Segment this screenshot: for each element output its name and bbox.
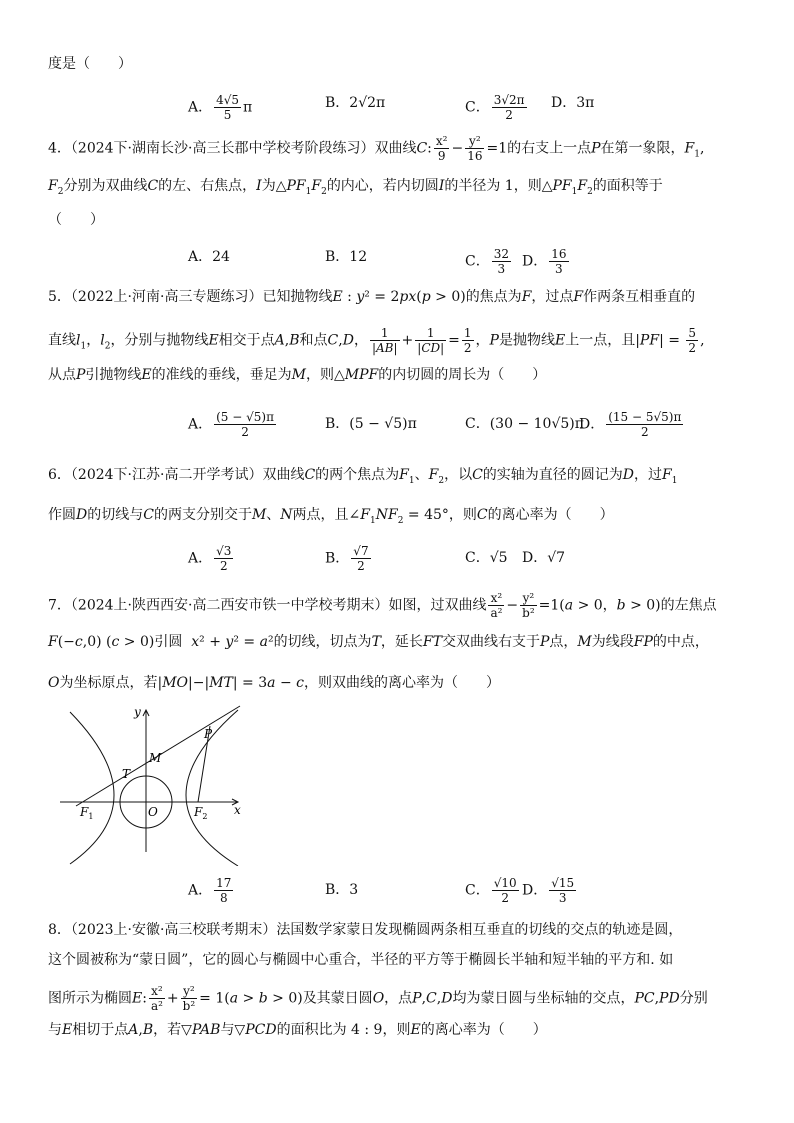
- option-c: C． $\frac{3√2\pi}{2}$: [465, 93, 525, 122]
- label-x: x: [234, 803, 241, 817]
- question-5-line-1: 5．（2022上·河南·高三专题练习）已知抛物线E : y² = 2px(p > 0)的焦点为F，过点F作两条互相垂直的: [48, 289, 696, 305]
- question-4-line-2: $F_2$分别为双曲线C的左、右焦点，I为$\triangle PF_1F_2$的内心，若内切圆I的半径为 1，则$\triangle PF_1F_2$的面积等于: [48, 178, 663, 197]
- option-d: D． $\frac{(15 - 5√5)\pi}{2}$: [579, 410, 682, 439]
- question-8-line-3: 图所示为椭圆E: $\frac{\text{x²}}{\text{a²}}$ + $\frac{\text{y²}}{\text{b²}}$ = 1(a > b > 0)及其蒙日圆O，点P,C,D均为蒙日圆与坐标轴的交点，PC,PD分别: [48, 984, 708, 1013]
- label-y: y: [134, 705, 141, 719]
- label-f1: $F_1$: [80, 805, 94, 821]
- hyperbola-left-branch: [70, 712, 114, 864]
- option-b: B．(5 − √5)π: [325, 416, 417, 432]
- option-d: D． $\frac{16}{3}$: [522, 247, 567, 276]
- option-d: D． $\frac{√15}{3}$: [522, 876, 575, 905]
- question-6-line-2: 作圆D的切线与C的两支分别交于M、N两点，且$\angle F_1NF_2 = 45^\circ$，则C的离心率为（ ）: [48, 507, 614, 526]
- question-4-line-3: （ ）: [48, 212, 104, 228]
- question-6-options: [188, 538, 608, 578]
- label-t: T: [122, 767, 131, 781]
- option-c: C．(30 − 10√5)π: [465, 416, 584, 432]
- option-c: C．√5: [465, 550, 508, 566]
- option-b: B．2√2π: [325, 95, 386, 111]
- question-7-line-3: O为坐标原点，若|MO|−|MT| = 3a − c，则双曲线的离心率为（ ）: [48, 675, 500, 691]
- question-5-line-2: 直线$l_1$，$l_2$，分别与抛物线E相交于点A,B和点C,D， $\frac{1}{|AB|}$ + $\frac{1}{|CD|}$ = $\frac{1}{2}$ ，P是抛物线E上一点，且|PF| = $\frac{5}{2}$ ,: [48, 326, 705, 355]
- question-5-line-3: 从点P引抛物线E的准线的垂线，垂足为M，则△MPF的内切圆的周长为（ ）: [48, 367, 547, 383]
- question-7-line-1: 7．（2024上·陕西西安·高二西安市铁一中学校考期末）如图，过双曲线 $\frac{\text{x²}}{\text{a²}}$ − $\frac{\text{y²}}{\text{b²}}$ =1(a > 0，b > 0)的左焦点: [48, 591, 717, 620]
- option-b: B．12: [325, 249, 368, 265]
- label-o: O: [148, 805, 158, 819]
- label-p: P: [204, 727, 213, 741]
- question-8-line-1: 8．（2023上·安徽·高三校联考期末）法国数学家蒙日发现椭圆两条相互垂直的切线的交点的轨迹是圆，: [48, 922, 683, 938]
- question-8-line-2: 这个圆被称为“蒙日圆”，它的圆心与椭圆中心重合，半径的平方等于椭圆长半轴和短半轴的平方和. 如: [48, 952, 674, 968]
- question-7-line-2: F(−c,0) (c > 0)引圆 x² + y² = a²的切线，切点为T，延长FT交双曲线右支于P点，M为线段FP的中点，: [48, 634, 709, 650]
- label-m: M: [149, 751, 162, 765]
- question-8-line-4: 与E相切于点A,B，若▽PAB与▽PCD的面积比为 4 : 9，则E的离心率为（ ）: [48, 1022, 547, 1038]
- option-d: D．3π: [551, 95, 595, 111]
- question-4-line-1: 4．（2024下·湖南长沙·高三长郡中学校考阶段练习）双曲线C: $\frac{\text{x²}}{9}$ − $\frac{\text{y²}}{16}$ =1的右支上一点P在第一象限，$F_1$,: [48, 134, 705, 163]
- option-c: C． $\frac{√10}{2}$: [465, 876, 517, 905]
- question-5-options: [188, 400, 688, 444]
- hyperbola-figure: [48, 702, 248, 866]
- option-c: C． $\frac{32}{3}$: [465, 247, 509, 276]
- option-a: A．24: [188, 249, 230, 265]
- option-a: A． $\frac{4√5}{5}$ π: [188, 93, 253, 122]
- question-4-options: [188, 240, 608, 276]
- question-3-options: [188, 88, 608, 122]
- option-b: B．3: [325, 882, 359, 898]
- option-d: D．√7: [522, 550, 566, 566]
- question-3-tail: 度是（ ）: [48, 56, 132, 72]
- question-6-line-1: 6．（2024下·江苏·高二开学考试）双曲线C的两个焦点为$F_1$、$F_2$，以C的实轴为直径的圆记为D，过$F_1$: [48, 467, 678, 486]
- option-a: A． $\frac{17}{8}$: [188, 876, 232, 905]
- label-f2: $F_2$: [194, 805, 208, 821]
- question-7-options: [188, 870, 608, 910]
- option-b: B． $\frac{√7}{2}$: [325, 544, 369, 573]
- option-a: A． $\frac{(5 - √5)\pi}{2}$: [188, 410, 274, 439]
- option-a: A． $\frac{√3}{2}$: [188, 544, 232, 573]
